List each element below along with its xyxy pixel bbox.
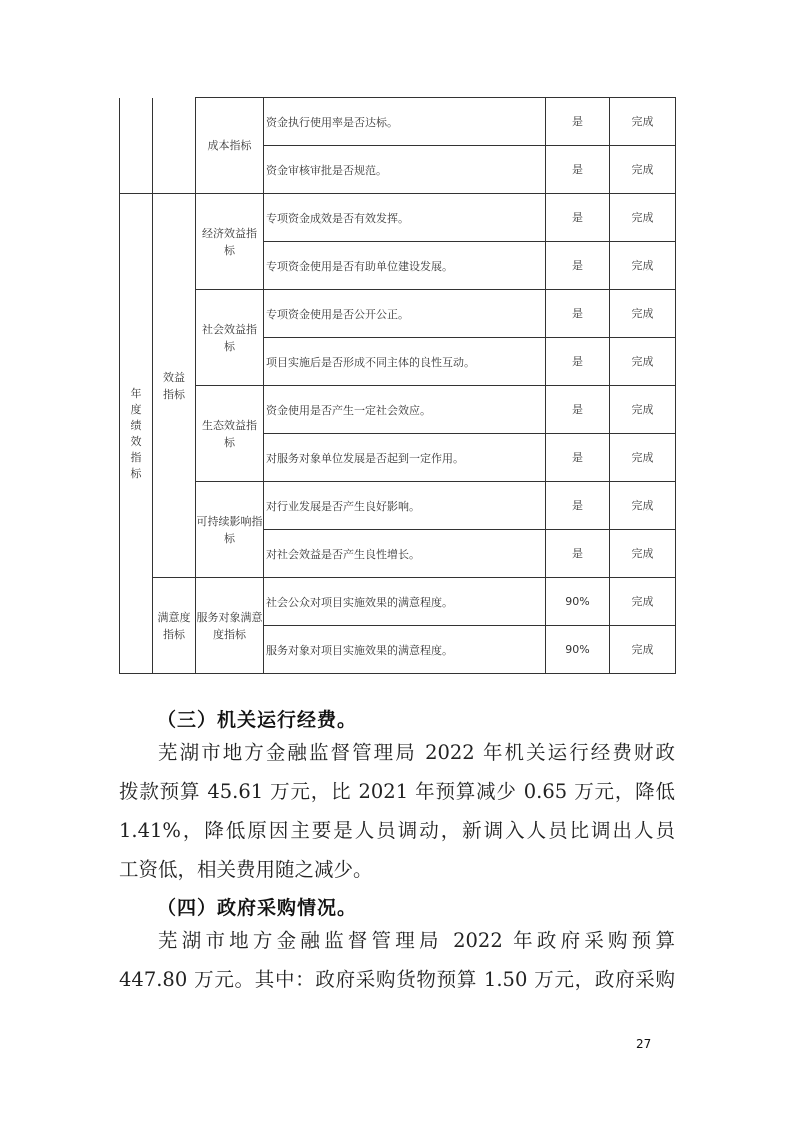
performance-indicator-table: [119, 97, 676, 674]
paragraph-line: 芜湖市地方金融监督管理局 2022 年机关运行经费财政: [158, 741, 675, 764]
group-label-cell: [120, 194, 153, 674]
section-4-paragraph: [119, 921, 675, 999]
category-cell-continued: [153, 98, 196, 194]
indicator-description: 资金使用是否产生一定社会效应。: [264, 386, 546, 434]
indicator-description: 服务对象对项目实施效果的满意程度。: [264, 626, 546, 674]
indicator-status: 完成: [610, 290, 676, 338]
indicator-status: 完成: [610, 146, 676, 194]
subcategory-label: 经济效益指标: [202, 226, 257, 257]
indicator-status: 完成: [610, 482, 676, 530]
indicator-value: 是: [546, 98, 610, 146]
subcategory-cell: [196, 578, 264, 674]
indicator-value: 90%: [546, 578, 610, 626]
indicator-value: 是: [546, 386, 610, 434]
indicator-value: 是: [546, 290, 610, 338]
indicator-status: 完成: [610, 194, 676, 242]
subcategory-label: 可持续影响指标: [196, 514, 263, 545]
indicator-value: 是: [546, 194, 610, 242]
group-cell-continued: [120, 98, 153, 194]
subcategory-cell: [196, 482, 264, 578]
indicator-value: 是: [546, 338, 610, 386]
subcategory-cell: [196, 194, 264, 290]
indicator-value: 是: [546, 530, 610, 578]
indicator-value: 是: [546, 146, 610, 194]
indicator-status: 完成: [610, 434, 676, 482]
indicator-status: 完成: [610, 626, 676, 674]
indicator-value: 是: [546, 482, 610, 530]
indicator-description: 对社会效益是否产生良性增长。: [264, 530, 546, 578]
subcategory-cell: [196, 290, 264, 386]
subcategory-cell: [196, 386, 264, 482]
subcategory-label: 服务对象满意度指标: [196, 610, 263, 641]
indicator-description: 对行业发展是否产生良好影响。: [264, 482, 546, 530]
subcategory-cell: 成本指标: [196, 98, 264, 194]
indicator-status: 完成: [610, 578, 676, 626]
section-heading-4: （四）政府采购情况。: [157, 897, 358, 919]
page-number: 27: [636, 1037, 652, 1051]
indicator-description: 资金审核审批是否规范。: [264, 146, 546, 194]
benefit-label: 效益指标: [163, 370, 185, 401]
paragraph-line: 拨款预算 45.61 万元，比 2021 年预算减少 0.65 万元，降低: [119, 780, 675, 803]
indicator-status: 完成: [610, 338, 676, 386]
table-row: [120, 482, 676, 530]
indicator-description: 专项资金使用是否有助单位建设发展。: [264, 242, 546, 290]
table-row: [120, 194, 676, 242]
category-label-cell: [153, 578, 196, 674]
indicator-status: 完成: [610, 386, 676, 434]
category-label-cell: [153, 194, 196, 578]
indicator-status: 完成: [610, 242, 676, 290]
subcategory-label: 社会效益指标: [202, 322, 257, 353]
paragraph-line: 工资低，相关费用随之减少。: [119, 858, 373, 881]
indicator-description: 项目实施后是否形成不同主体的良性互动。: [264, 338, 546, 386]
table-row: [120, 386, 676, 434]
group-label: 年度绩效指标: [130, 386, 142, 480]
indicator-status: 完成: [610, 98, 676, 146]
section-3-paragraph: [119, 733, 675, 889]
indicator-description: 专项资金使用是否公开公正。: [264, 290, 546, 338]
satisfaction-label: 满意度指标: [157, 610, 191, 641]
indicator-description: 资金执行使用率是否达标。: [264, 98, 546, 146]
paragraph-line: 1.41%，降低原因主要是人员调动，新调入人员比调出人员: [119, 819, 675, 842]
table-row: [120, 98, 676, 146]
section-heading-3: （三）机关运行经费。: [157, 709, 358, 731]
paragraph-line: 447.80 万元。其中：政府采购货物预算 1.50 万元，政府采购: [119, 968, 675, 991]
indicator-status: 完成: [610, 530, 676, 578]
table-row: [120, 578, 676, 626]
indicator-value: 是: [546, 434, 610, 482]
indicator-description: 社会公众对项目实施效果的满意程度。: [264, 578, 546, 626]
indicator-value: 90%: [546, 626, 610, 674]
indicator-value: 是: [546, 242, 610, 290]
indicator-description: 对服务对象单位发展是否起到一定作用。: [264, 434, 546, 482]
table-row: [120, 290, 676, 338]
subcategory-label: 生态效益指标: [202, 418, 257, 449]
paragraph-line: 芜湖市地方金融监督管理局 2022 年政府采购预算: [158, 929, 675, 952]
indicator-description: 专项资金成效是否有效发挥。: [264, 194, 546, 242]
